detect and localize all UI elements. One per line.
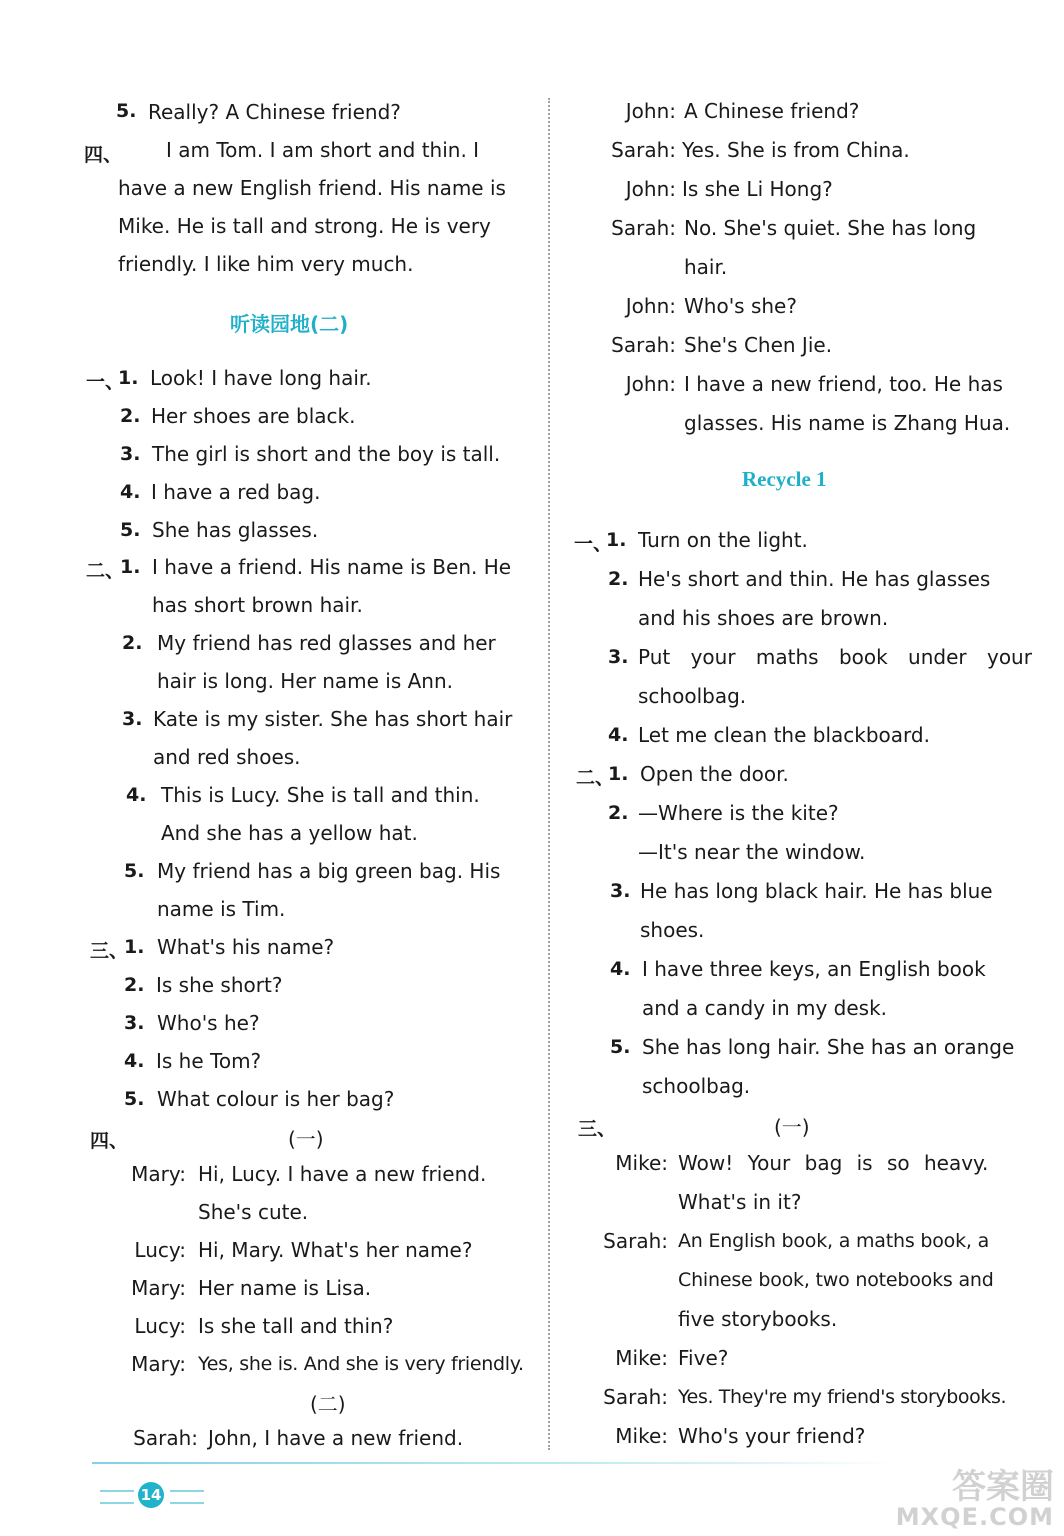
speaker-label: Lucy: xyxy=(134,1314,186,1338)
speaker-label: Sarah: xyxy=(133,1426,198,1450)
item-text: schoolbag. xyxy=(642,1074,751,1098)
item-text: and his shoes are brown. xyxy=(638,606,889,630)
dialogue-line: Who's she? xyxy=(684,294,797,318)
item-number: 4. xyxy=(610,958,631,980)
speaker-label: Mary: xyxy=(131,1162,186,1186)
item-text: I have a friend. His name is Ben. He xyxy=(152,555,512,579)
dialogue-line: Is she tall and thin? xyxy=(198,1314,394,1338)
item-number: 5. xyxy=(120,519,141,541)
section-label-2: 二、 xyxy=(86,560,125,582)
speaker-label: Sarah: xyxy=(603,1229,668,1253)
speaker-label: Mike: xyxy=(615,1346,668,1370)
item-text: Who's he? xyxy=(157,1011,260,1035)
item-text: —It's near the window. xyxy=(638,840,866,864)
dialogue-line: Is she Li Hong? xyxy=(682,177,833,201)
dialogue-line: Her name is Lisa. xyxy=(198,1276,372,1300)
item-number: 2. xyxy=(120,405,141,427)
item-number: 4. xyxy=(608,724,629,746)
item-number: 2. xyxy=(124,974,145,996)
item-text: hair is long. Her name is Ann. xyxy=(157,669,454,693)
item-text: —Where is the kite? xyxy=(638,801,839,825)
item-text: He's short and thin. He has glasses xyxy=(638,567,991,591)
page-number: 14 xyxy=(138,1482,164,1508)
dialogue-line: She's cute. xyxy=(198,1200,309,1224)
item-number: 3. xyxy=(120,443,141,465)
item-text: Open the door. xyxy=(640,762,789,786)
speaker-label: Sarah: xyxy=(611,333,676,357)
speaker-label: Mary: xyxy=(131,1276,186,1300)
item-number: 5. xyxy=(124,1088,145,1110)
dialogue-line: Hi, Lucy. I have a new friend. xyxy=(198,1162,487,1186)
speaker-label: John: xyxy=(625,372,676,396)
section-label-3: 三、 xyxy=(578,1118,617,1140)
paragraph-line: Mike. He is tall and strong. He is very xyxy=(118,214,491,238)
item-number: 5. xyxy=(116,100,137,122)
item-text: And she has a yellow hat. xyxy=(161,821,418,845)
section-heading: Recycle 1 xyxy=(742,467,827,491)
item-text: Her shoes are black. xyxy=(151,404,356,428)
paragraph-line: have a new English friend. His name is xyxy=(118,176,506,200)
item-number: 2. xyxy=(122,632,143,654)
item-number: 2. xyxy=(608,568,629,590)
speaker-label: John: xyxy=(625,99,676,123)
dialogue-line: hair. xyxy=(684,255,728,279)
dialogue-line: Yes, she is. And she is very friendly. xyxy=(198,1353,524,1375)
section-label-2: 二、 xyxy=(576,767,615,789)
item-text: name is Tim. xyxy=(157,897,286,921)
item-text: My friend has a big green bag. His xyxy=(157,859,501,883)
item-text: has short brown hair. xyxy=(152,593,363,617)
item-number: 3. xyxy=(608,646,629,668)
item-text: What's his name? xyxy=(157,935,335,959)
dialogue-line: She's Chen Jie. xyxy=(684,333,833,357)
item-number: 1. xyxy=(120,556,141,578)
speaker-label: Sarah: xyxy=(611,138,676,162)
dialogue-line: Yes. They're my friend's storybooks. xyxy=(678,1386,1007,1408)
column-divider xyxy=(548,98,550,1450)
item-number: 5. xyxy=(610,1036,631,1058)
dialogue-line: What's in it? xyxy=(678,1190,802,1214)
item-text: I have a red bag. xyxy=(151,480,321,504)
section-label-4b: 四、 xyxy=(90,1130,129,1152)
item-text: This is Lucy. She is tall and thin. xyxy=(161,783,480,807)
item-text: Turn on the light. xyxy=(638,528,808,552)
speaker-label: Mike: xyxy=(615,1424,668,1448)
item-text: She has glasses. xyxy=(152,518,319,542)
speaker-label: Lucy: xyxy=(134,1238,186,1262)
item-number: 1. xyxy=(124,936,145,958)
ornament-right-icon xyxy=(170,1490,204,1504)
item-text: Is she short? xyxy=(156,973,283,997)
dialogue-line: John, I have a new friend. xyxy=(208,1426,464,1450)
speaker-label: Mary: xyxy=(131,1352,186,1376)
item-text: She has long hair. She has an orange xyxy=(642,1035,1015,1059)
dialogue-line: five storybooks. xyxy=(678,1307,838,1331)
watermark-site: MXQE.COM xyxy=(895,1503,1054,1531)
item-text: My friend has red glasses and her xyxy=(157,631,496,655)
part-label: (一) xyxy=(288,1127,324,1151)
part-label: (二) xyxy=(310,1392,346,1416)
section-label-4: 四、 xyxy=(84,144,123,166)
dialogue-line: Five? xyxy=(678,1346,729,1370)
item-text: Put your maths book under your xyxy=(638,645,1032,669)
dialogue-line: Chinese book, two notebooks and xyxy=(678,1269,994,1291)
item-text: Is he Tom? xyxy=(156,1049,262,1073)
dialogue-line: Yes. She is from China. xyxy=(682,138,910,162)
speaker-label: John: xyxy=(625,294,676,318)
dialogue-line: Hi, Mary. What's her name? xyxy=(198,1238,473,1262)
ornament-left-icon xyxy=(100,1490,134,1504)
speaker-label: John: xyxy=(625,177,676,201)
item-text: shoes. xyxy=(640,918,705,942)
part-label: (一) xyxy=(774,1115,810,1139)
watermark-logo xyxy=(878,1467,1054,1531)
item-text: The girl is short and the boy is tall. xyxy=(152,442,501,466)
paragraph-line: I am Tom. I am short and thin. I xyxy=(166,138,480,162)
item-number: 3. xyxy=(124,1012,145,1034)
item-number: 3. xyxy=(610,880,631,902)
item-text: What colour is her bag? xyxy=(157,1087,395,1111)
item-text: Kate is my sister. She has short hair xyxy=(153,707,513,731)
item-number: 3. xyxy=(122,708,143,730)
dialogue-line: glasses. His name is Zhang Hua. xyxy=(684,411,1011,435)
item-number: 1. xyxy=(606,529,627,551)
item-number: 4. xyxy=(120,481,141,503)
item-text: Really? A Chinese friend? xyxy=(148,100,401,124)
dialogue-line: No. She's quiet. She has long xyxy=(684,216,977,240)
section-label-3: 三、 xyxy=(90,940,129,962)
speaker-label: Sarah: xyxy=(611,216,676,240)
speaker-label: Sarah: xyxy=(603,1385,668,1409)
watermark-text: 答案圈 xyxy=(952,1467,1054,1507)
dialogue-line: An English book, a maths book, a xyxy=(678,1230,990,1252)
section-label-1: 一、 xyxy=(574,533,613,555)
item-text: schoolbag. xyxy=(638,684,747,708)
paragraph-line: friendly. I like him very much. xyxy=(118,252,414,276)
section-heading: 听读园地(二) xyxy=(230,312,349,336)
speaker-label: Mike: xyxy=(615,1151,668,1175)
item-number: 4. xyxy=(126,784,147,806)
footer-rule xyxy=(92,1462,892,1464)
item-number: 5. xyxy=(124,860,145,882)
dialogue-line: Wow! Your bag is so heavy. xyxy=(678,1151,989,1175)
dialogue-line: A Chinese friend? xyxy=(684,99,860,123)
item-number: 2. xyxy=(608,802,629,824)
item-text: He has long black hair. He has blue xyxy=(640,879,993,903)
item-text: Let me clean the blackboard. xyxy=(638,723,930,747)
dialogue-line: Who's your friend? xyxy=(678,1424,866,1448)
dialogue-line: I have a new friend, too. He has xyxy=(684,372,1003,396)
item-text: Look! I have long hair. xyxy=(150,366,372,390)
section-label-1: 一、 xyxy=(86,371,125,393)
item-text: and a candy in my desk. xyxy=(642,996,888,1020)
item-number: 1. xyxy=(118,367,139,389)
item-text: and red shoes. xyxy=(153,745,301,769)
item-text: I have three keys, an English book xyxy=(642,957,986,981)
item-number: 1. xyxy=(608,763,629,785)
item-number: 4. xyxy=(124,1050,145,1072)
